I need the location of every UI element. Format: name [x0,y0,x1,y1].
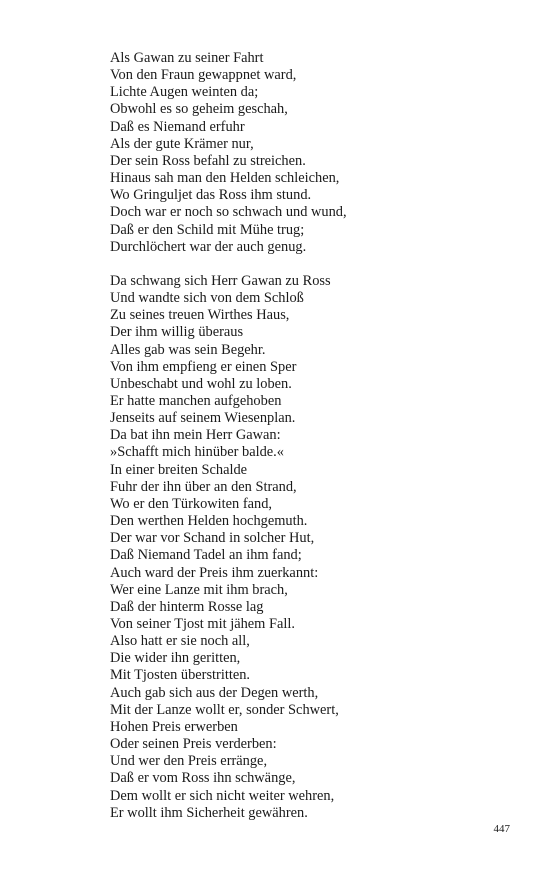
verse-line: Der war vor Schand in solcher Hut, [110,530,315,547]
verse-line: Mit Tjosten überstritten. [110,667,251,684]
verse-line: Jenseits auf seinem Wiesenplan. [110,410,296,427]
verse-line: Als der gute Krämer nur, [110,135,254,152]
verse-line: Den werthen Helden hochgemuth. [110,513,308,530]
verse-line: Er hatte manchen aufgehoben [110,392,282,409]
verse-line: Alles gab was sein Begehr. [110,341,266,358]
verse-line: Daß er vom Ross ihn schwänge, [110,770,296,787]
verse-line: Unbeschabt und wohl zu loben. [110,375,292,392]
verse-line: Hohen Preis erwerben [110,718,238,735]
verse-line: »Schafft mich hinüber balde.« [110,444,284,461]
verse-line: Daß Niemand Tadel an ihm fand; [110,547,302,564]
verse-line: Von den Fraun gewappnet ward, [110,67,297,84]
verse-line: Fuhr der ihn über an den Strand, [110,478,297,495]
verse-line: In einer breiten Schalde [110,461,248,478]
verse-line: Lichte Augen weinten da; [110,84,259,101]
verse-line: Er wollt ihm Sicherheit gewähren. [110,804,308,821]
verse-line: Wer eine Lanze mit ihm brach, [110,581,288,598]
verse-line: Als Gawan zu seiner Fahrt [110,50,264,66]
poem-text [110,50,510,822]
verse-line: Obwohl es so geheim geschah, [110,101,288,118]
verse-line: Von seiner Tjost mit jähem Fall. [110,616,295,632]
verse-line: Wo er den Türkowiten fand, [110,495,273,512]
verse-line: Oder seinen Preis verderben: [110,736,277,753]
verse-line: Daß es Niemand erfuhr [110,118,245,135]
verse-line: Die wider ihn geritten, [110,650,241,667]
verse-line: Der sein Ross befahl zu streichen. [110,152,306,169]
verse-line: Daß der hinterm Rosse lag [110,598,264,615]
verse-line: Doch war er noch so schwach und wund, [110,204,347,221]
verse-line: Daß er den Schild mit Mühe trug; [110,221,305,238]
verse-line: Hinaus sah man den Helden schleichen, [110,170,340,187]
verse-line: Und wandte sich von dem Schloß [110,290,304,307]
verse-line: Mit der Lanze wollt er, sonder Schwert, [110,701,339,718]
verse-line: Der ihm willig überaus [110,324,244,341]
verse-line: Also hatt er sie noch all, [110,633,250,650]
verse-line: Von ihm empfieng er einen Sper [110,358,297,375]
verse-line: Dem wollt er sich nicht weiter wehren, [110,787,335,804]
page-number: 447 [493,823,510,835]
verse-line: Da schwang sich Herr Gawan zu Ross [110,272,331,289]
stanza-1 [110,50,510,256]
verse-line: Wo Gringuljet das Ross ihm stund. [110,187,312,204]
verse-line: Auch ward der Preis ihm zuerkannt: [110,564,319,581]
stanza-2 [110,273,510,822]
verse-line: Zu seines treuen Wirthes Haus, [110,307,290,324]
verse-line: Und wer den Preis erränge, [110,753,268,770]
verse-line: Da bat ihn mein Herr Gawan: [110,427,281,444]
verse-line: Durchlöchert war der auch genug. [110,238,307,255]
verse-line: Auch gab sich aus der Degen werth, [110,684,319,701]
